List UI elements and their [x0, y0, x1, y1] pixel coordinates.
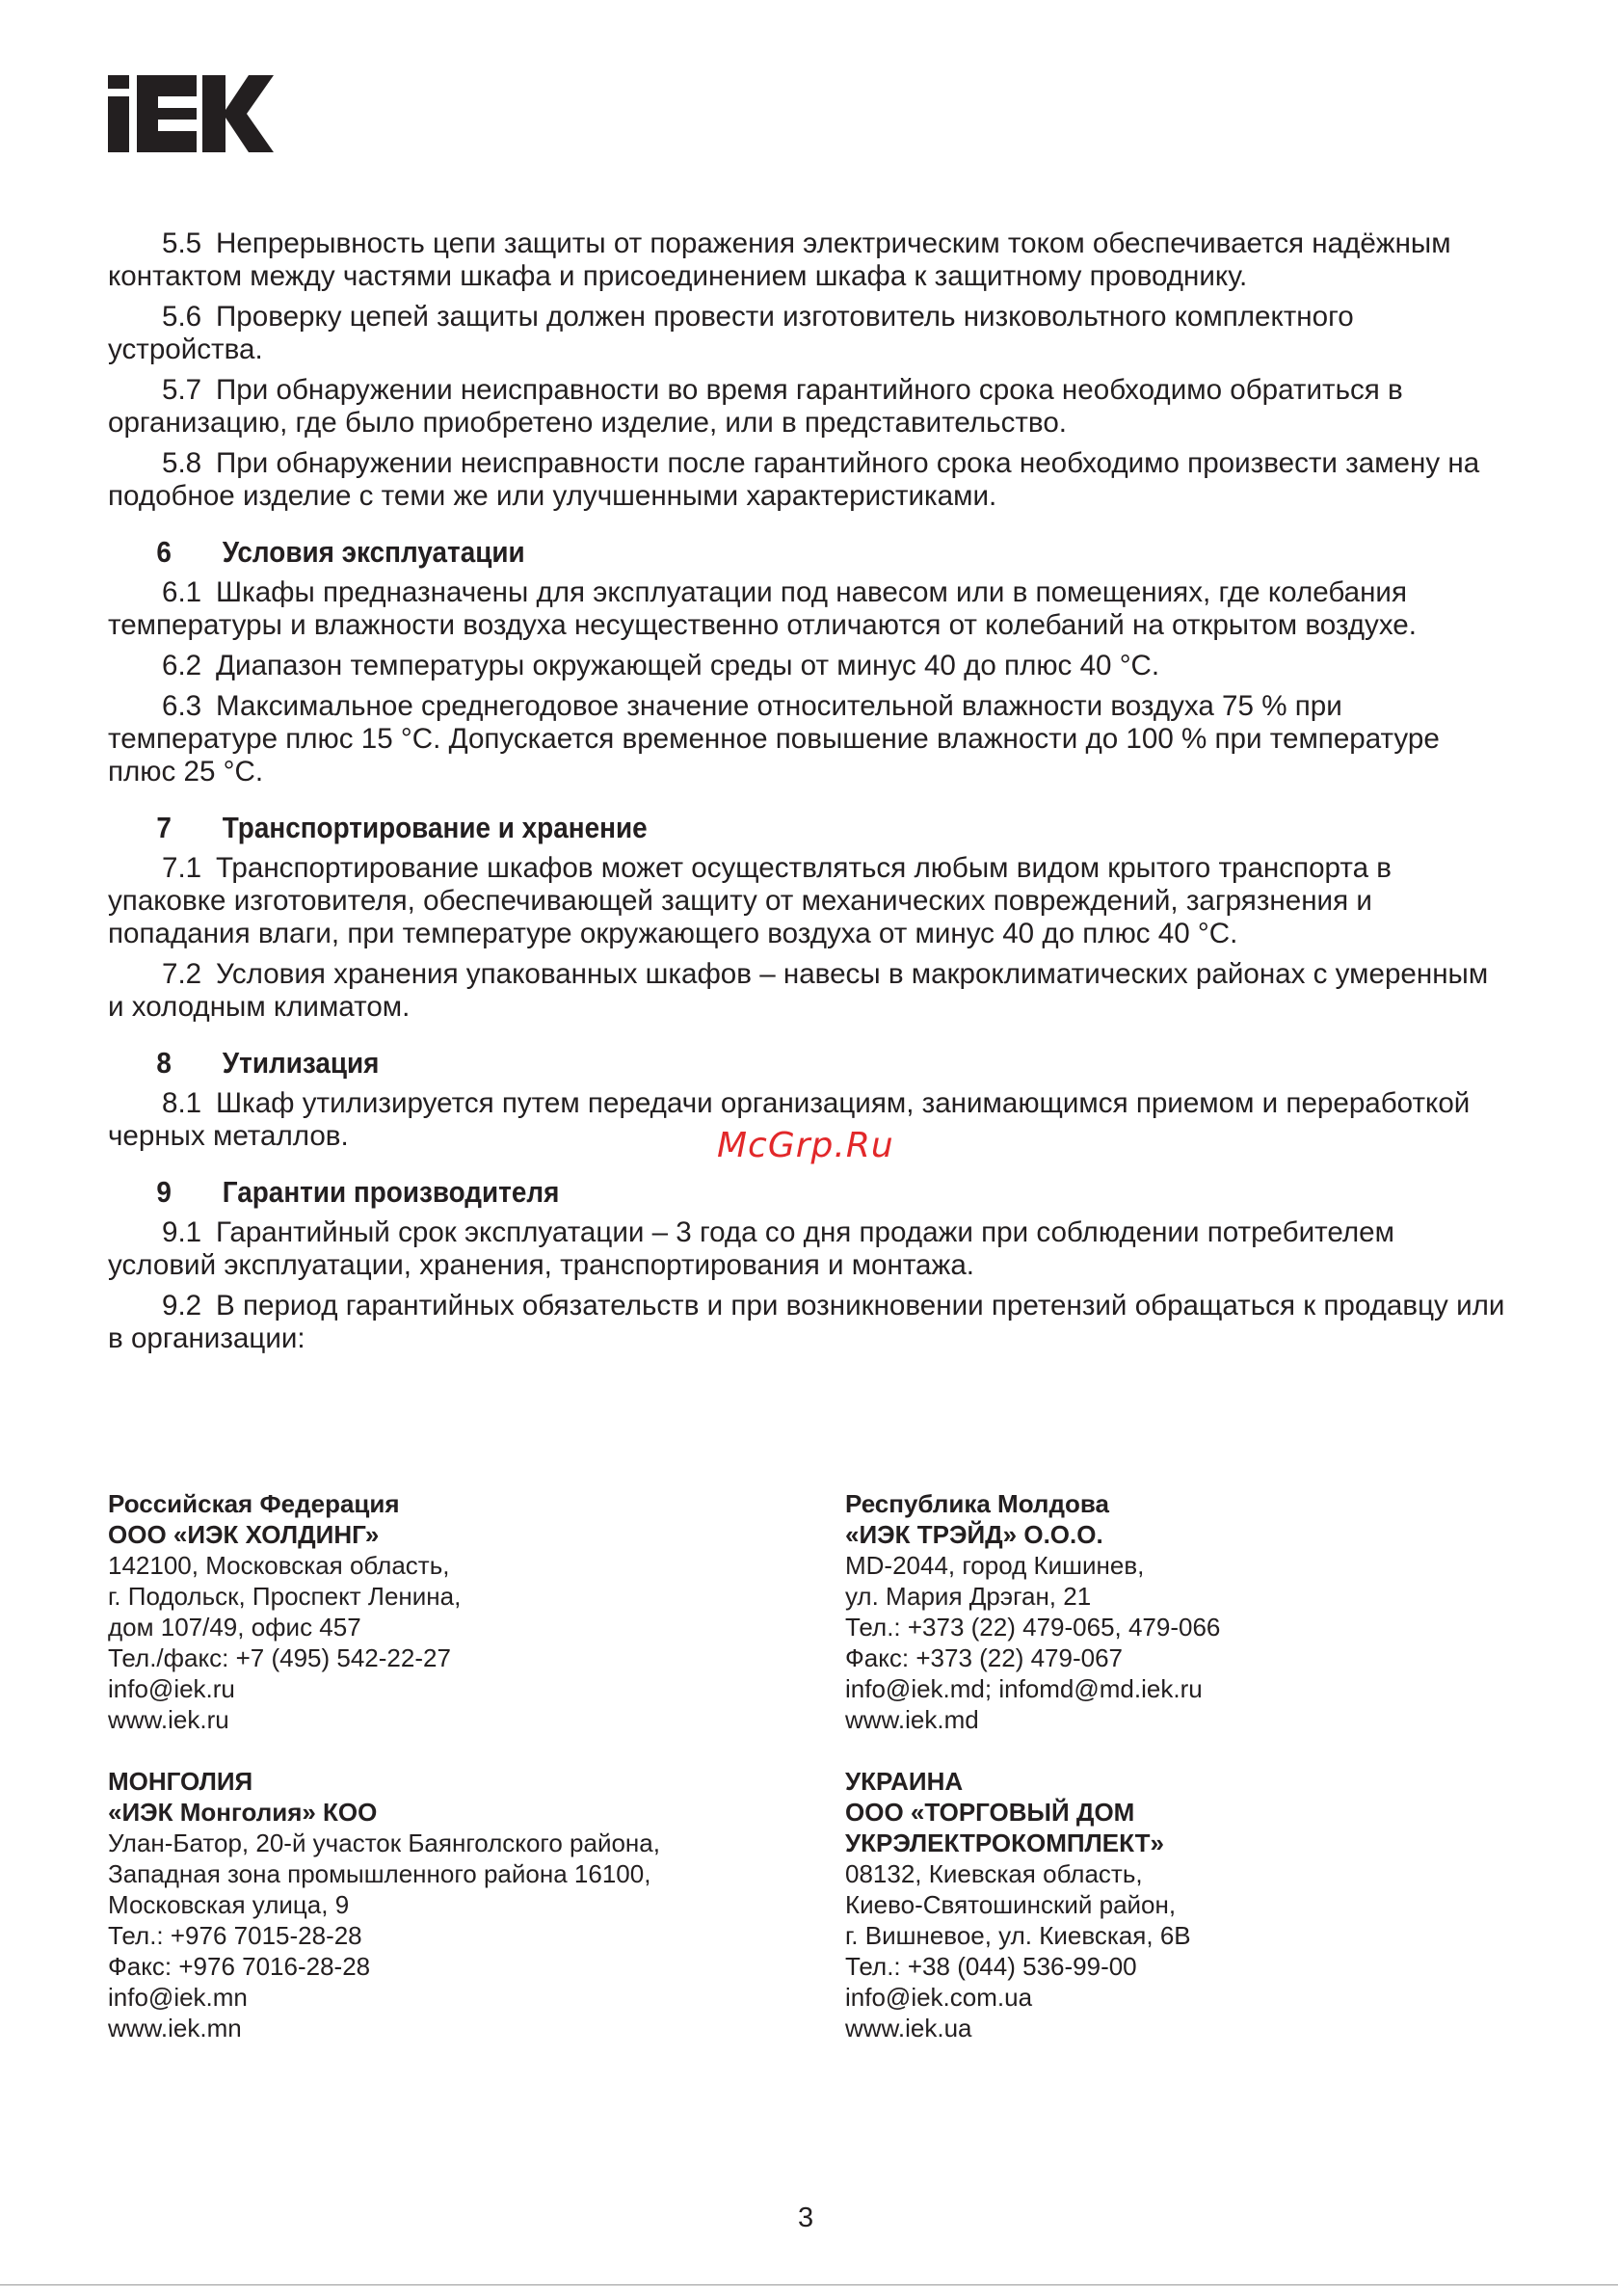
- contact-title: «ИЭК Монголия» КОО: [108, 1798, 378, 1827]
- paragraph-text: Шкаф утилизируется путем передачи организациям, занимающимся приемом и переработкой черных металлов.: [108, 1087, 1471, 1152]
- bottom-rule: [0, 2284, 1618, 2285]
- paragraph: [108, 1216, 1505, 1282]
- contact-line: www.iek.md: [845, 1705, 979, 1734]
- contact-moldova: [845, 1488, 1539, 1735]
- contact-line: г. Подольск, Проспект Ленина,: [108, 1582, 462, 1611]
- contact-title: МОНГОЛИЯ: [108, 1767, 253, 1796]
- item-number: 5.5: [162, 227, 202, 259]
- paragraph: [108, 374, 1505, 440]
- item-number: 9: [156, 1175, 172, 1209]
- contact-line: www.iek.ru: [108, 1705, 229, 1734]
- item-number: 5.6: [162, 301, 202, 333]
- contact-line: г. Вишневое, ул. Киевская, 6В: [845, 1921, 1191, 1950]
- contact-line: дом 107/49, офис 457: [108, 1613, 361, 1642]
- paragraph: [108, 690, 1505, 788]
- item-number: 7.2: [162, 958, 202, 990]
- paragraph: [108, 1290, 1505, 1355]
- paragraph-text: Шкафы предназначены для эксплуатации под навесом или в помещениях, где колебания температуры и влажности воздуха несущественно отличаются от колебаний на открытом воздухе.: [108, 576, 1417, 641]
- section-heading: [108, 1046, 1366, 1081]
- paragraph-text: В период гарантийных обязательств и при возникновении претензий обращаться к продавцу или в организации:: [108, 1290, 1505, 1354]
- paragraph-text: Диапазон температуры окружающей среды от минус 40 до плюс 40 °С.: [216, 650, 1160, 681]
- paragraph: [108, 852, 1505, 950]
- contact-russia: [108, 1488, 802, 1735]
- contact-title: Российская Федерация: [108, 1489, 400, 1518]
- document-body: [108, 227, 1505, 1363]
- paragraph: [108, 650, 1505, 682]
- contact-line: Факс: +976 7016-28-28: [108, 1952, 371, 1981]
- item-number: 6.3: [162, 690, 202, 722]
- contact-title: УКРАИНА: [845, 1767, 964, 1796]
- item-number: 6: [156, 535, 172, 569]
- contact-title: Республика Молдова: [845, 1489, 1109, 1518]
- item-number: 6.2: [162, 650, 202, 681]
- item-number: 9.1: [162, 1216, 202, 1248]
- contact-title: УКРЭЛЕКТРОКОМПЛЕКТ»: [845, 1829, 1164, 1857]
- contact-line: Тел.: +373 (22) 479-065, 479-066: [845, 1613, 1221, 1642]
- contact-title: «ИЭК ТРЭЙД» О.О.О.: [845, 1520, 1103, 1549]
- contact-line: Улан-Батор, 20-й участок Баянголского района,: [108, 1829, 660, 1857]
- contact-line: Западная зона промышленного района 16100,: [108, 1859, 651, 1888]
- contact-line: Киево-Святошинский район,: [845, 1890, 1177, 1919]
- watermark: McGrp.Ru: [717, 1126, 894, 1165]
- paragraph: [108, 576, 1505, 642]
- heading-text: Утилизация: [222, 1046, 380, 1080]
- contact-line: www.iek.ua: [845, 2014, 972, 2042]
- contact-title: ООО «ТОРГОВЫЙ ДОМ: [845, 1798, 1135, 1827]
- contact-line: Тел./факс: +7 (495) 542-22-27: [108, 1643, 451, 1672]
- page-number: 3: [798, 2203, 814, 2233]
- paragraph-text: Транспортирование шкафов может осуществляться любым видом крытого транспорта в упаковке изготовителя, обеспечивающей защиту от механических повреждений, загрязнения и попадания влаги, при температуре окружающего воздуха от минус 40 до плюс 40 °С.: [108, 852, 1392, 949]
- contact-line: Тел.: +38 (044) 536-99-00: [845, 1952, 1137, 1981]
- contact-line: Тел.: +976 7015-28-28: [108, 1921, 362, 1950]
- contact-title: ООО «ИЭК ХОЛДИНГ»: [108, 1520, 380, 1549]
- item-number: 8: [156, 1046, 172, 1080]
- contact-line: 08132, Киевская область,: [845, 1859, 1143, 1888]
- heading-text: Условия эксплуатации: [222, 535, 525, 569]
- contact-line: info@iek.com.ua: [845, 1983, 1033, 2012]
- paragraph-text: Непрерывность цепи защиты от поражения электрическим током обеспечивается надёжным контактом между частями шкафа и присоединением шкафа к защитному проводнику.: [108, 227, 1451, 292]
- contact-line: Московская улица, 9: [108, 1890, 350, 1919]
- paragraph-text: Гарантийный срок эксплуатации – 3 года со дня продажи при соблюдении потребителем условий эксплуатации, хранения, транспортирования и монтажа.: [108, 1216, 1394, 1281]
- item-number: 6.1: [162, 576, 202, 608]
- item-number: 5.7: [162, 374, 202, 406]
- paragraph: [108, 227, 1505, 293]
- paragraph: [108, 447, 1505, 513]
- contact-line: ул. Мария Дрэган, 21: [845, 1582, 1092, 1611]
- section-heading: [108, 1175, 1366, 1210]
- item-number: 8.1: [162, 1087, 202, 1119]
- item-number: 9.2: [162, 1290, 202, 1322]
- contact-line: Факс: +373 (22) 479-067: [845, 1643, 1124, 1672]
- contact-line: www.iek.mn: [108, 2014, 242, 2042]
- section-heading: [108, 535, 1366, 570]
- section-heading: [108, 811, 1366, 845]
- contact-ukraine: [845, 1766, 1539, 2043]
- contact-line: info@iek.ru: [108, 1674, 235, 1703]
- paragraph-text: При обнаружении неисправности во время гарантийного срока необходимо обратиться в организацию, где было приобретено изделие, или в представительство.: [108, 374, 1403, 439]
- heading-text: Гарантии производителя: [222, 1175, 560, 1209]
- item-number: 7: [156, 811, 172, 844]
- heading-text: Транспортирование и хранение: [222, 811, 648, 844]
- contact-line: MD-2044, город Кишинев,: [845, 1551, 1145, 1580]
- paragraph: [108, 301, 1505, 366]
- paragraph-text: Условия хранения упакованных шкафов – навесы в макроклиматических районах с умеренным и холодным климатом.: [108, 958, 1489, 1023]
- contact-line: info@iek.md; infomd@md.iek.ru: [845, 1674, 1203, 1703]
- paragraph: [108, 958, 1505, 1024]
- item-number: 7.1: [162, 852, 202, 884]
- item-number: 5.8: [162, 447, 202, 479]
- iek-logo: [108, 75, 274, 157]
- contact-line: info@iek.mn: [108, 1983, 248, 2012]
- paragraph-text: Проверку цепей защиты должен провести изготовитель низковольтного комплектного устройства.: [108, 301, 1354, 365]
- iek-logo-mark: [108, 75, 274, 152]
- contact-line: 142100, Московская область,: [108, 1551, 450, 1580]
- paragraph-text: При обнаружении неисправности после гарантийного срока необходимо произвести замену на подобное изделие с теми же или улучшенными характеристиками.: [108, 447, 1480, 512]
- paragraph-text: Максимальное среднегодовое значение относительной влажности воздуха 75 % при температуре плюс 15 °С. Допускается временное повышение влажности до 100 % при температуре плюс 25 °С.: [108, 690, 1440, 788]
- contact-mongolia: [108, 1766, 802, 2043]
